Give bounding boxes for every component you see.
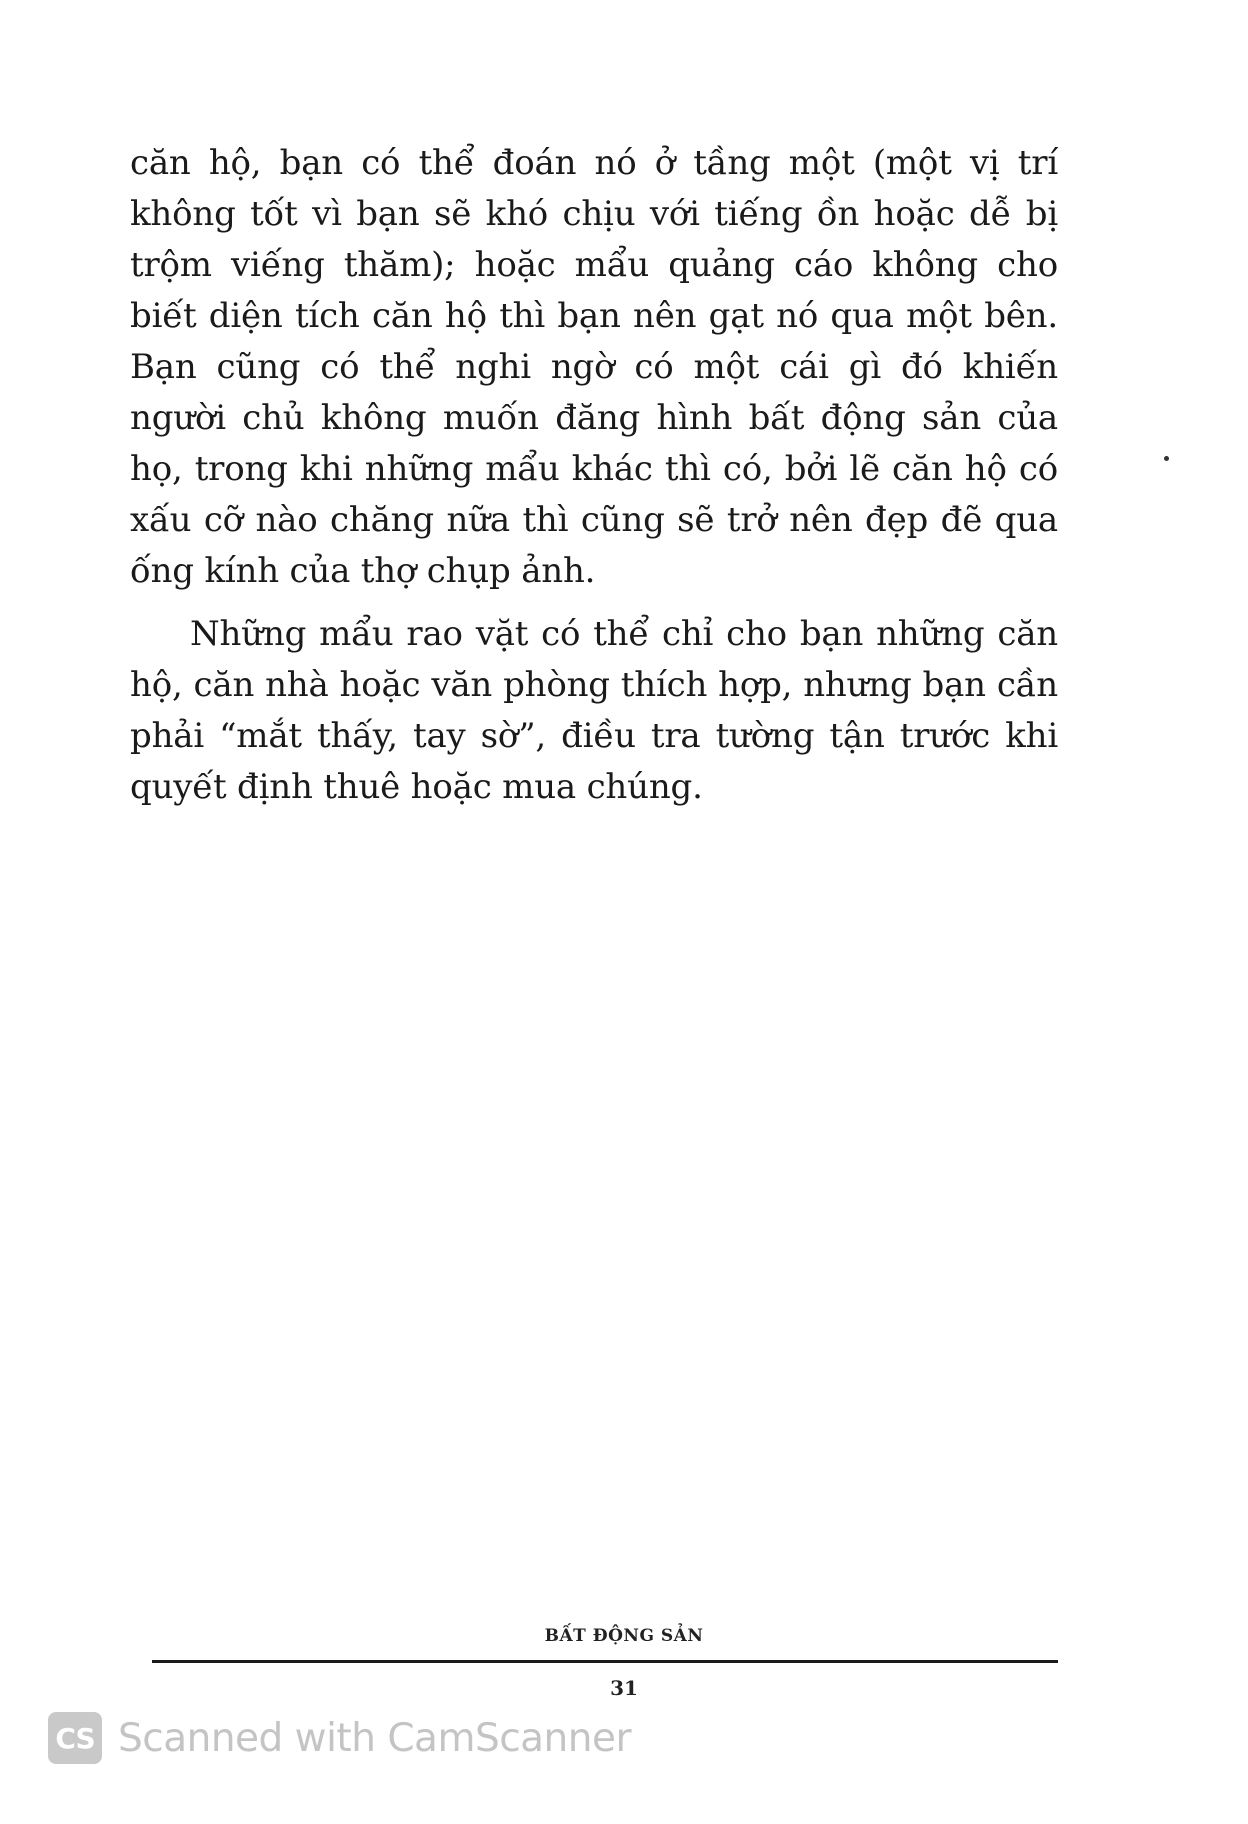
camscanner-logo-icon: CS	[48, 1712, 102, 1764]
running-footer-title: BẤT ĐỘNG SẢN	[544, 1626, 704, 1646]
paragraph-2: Những mẩu rao vặt có thể chỉ cho bạn những căn hộ, căn nhà hoặc văn phòng thích hợp, nhưng bạn cần phải “mắt thấy, tay sờ”, điều tra tường tận trước khi quyết định thuê hoặc mua chúng.	[130, 614, 1058, 807]
camscanner-watermark	[48, 1712, 631, 1764]
watermark-text: Scanned with CamScanner	[118, 1715, 632, 1761]
paragraph-1: căn hộ, bạn có thể đoán nó ở tầng một (một vị trí không tốt vì bạn sẽ khó chịu với tiếng ồn hoặc dễ bị trộm viếng thăm); hoặc mẩu quảng cáo không cho biết diện tích căn hộ thì bạn nên gạt nó qua một bên. Bạn cũng có thể nghi ngờ có một cái gì đó khiến người chủ không muốn đăng hình bất động sản của họ, trong khi những mẩu khác thì có, bởi lẽ căn hộ có xấu cỡ nào chăng nữa thì cũng sẽ trở nên đẹp đẽ qua ống kính của thợ chụp ảnh.	[130, 143, 1058, 591]
page-number: 31	[610, 1676, 638, 1700]
footer-rule	[152, 1660, 1058, 1663]
page-body	[130, 138, 1058, 813]
scan-speck	[1164, 456, 1169, 461]
